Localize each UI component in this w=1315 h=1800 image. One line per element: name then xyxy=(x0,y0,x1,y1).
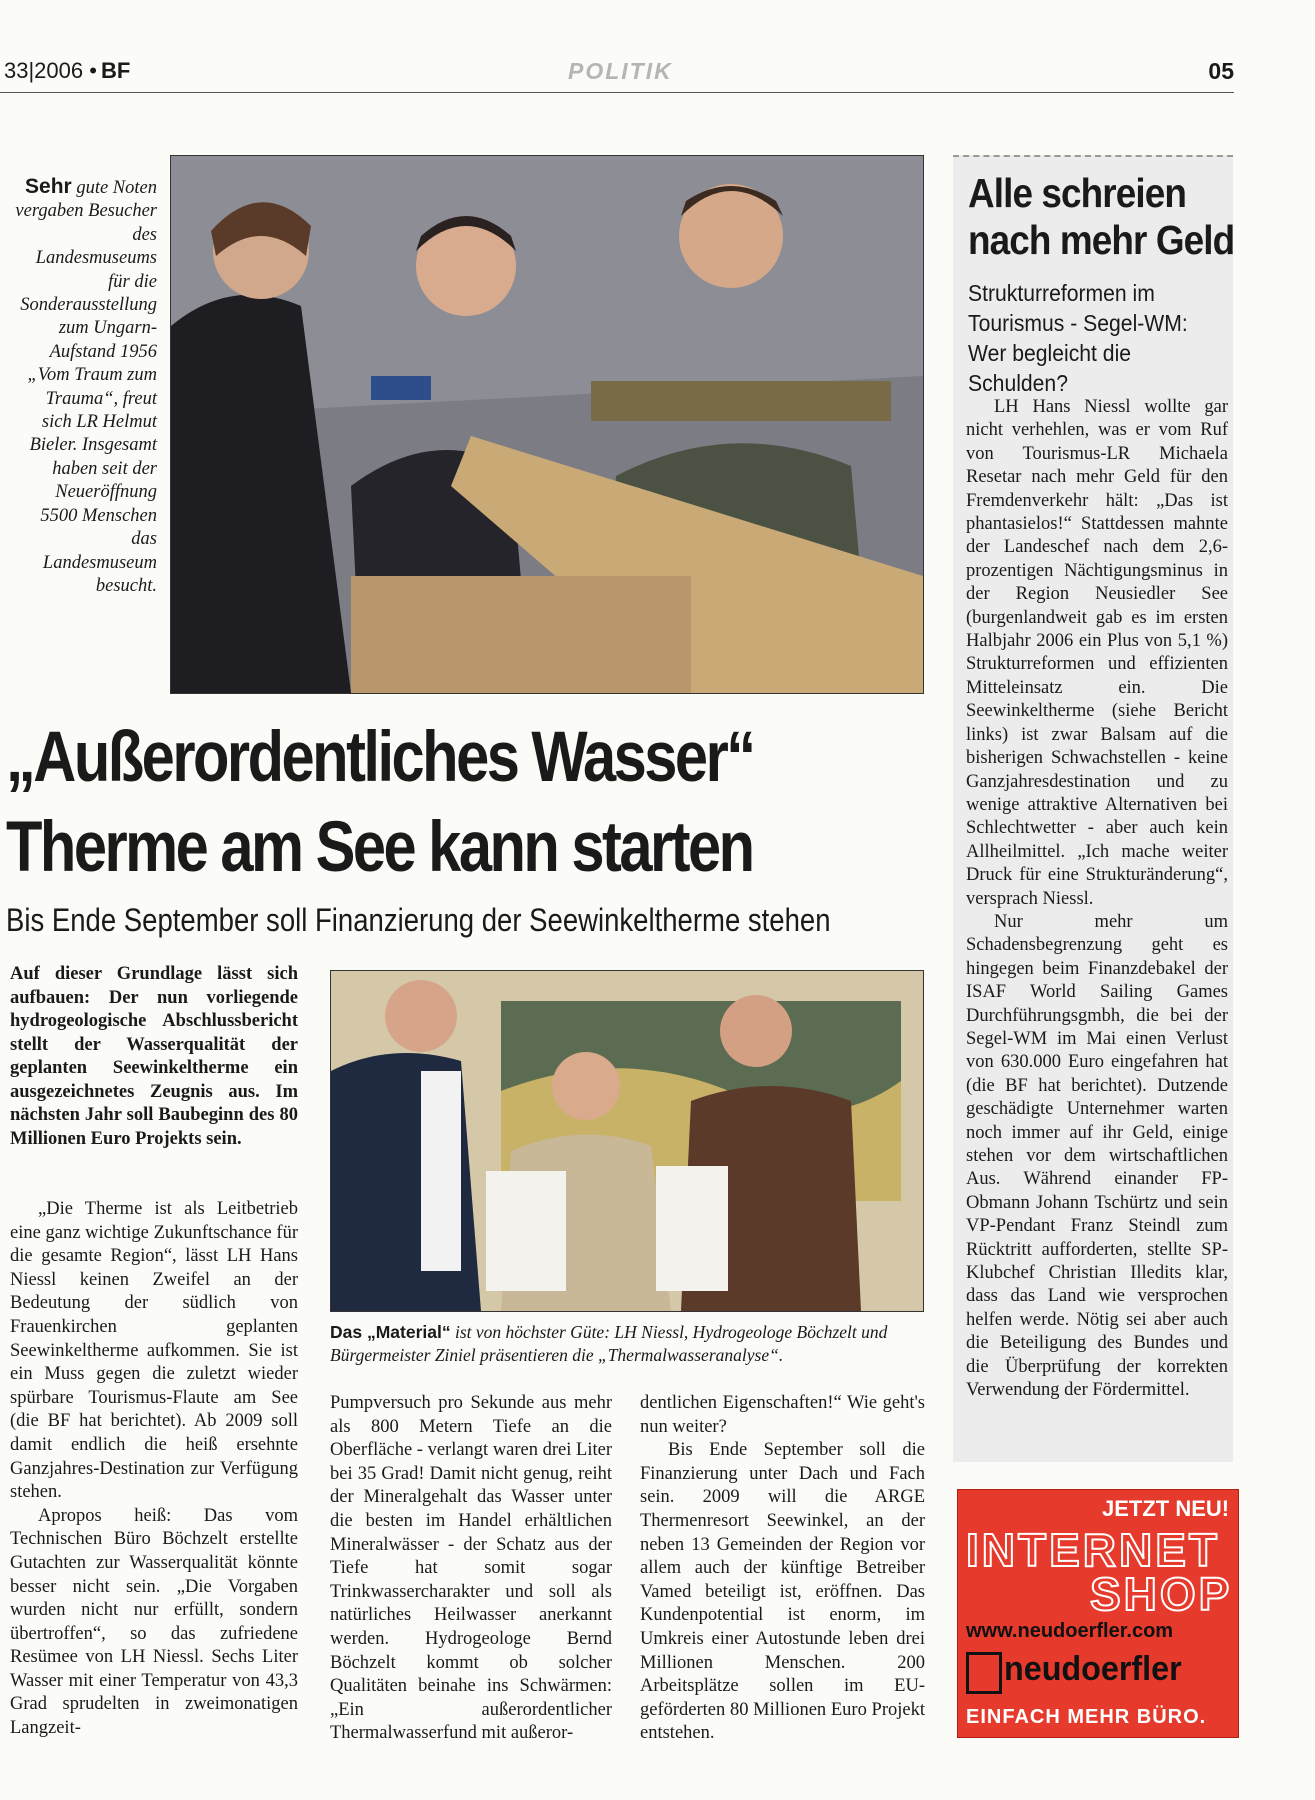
paragraph: „Die Therme ist als Leitbetrieb eine ganz wichtige Zukunftschance für die gesamte Region“, lässt LH Hans Niessl keinen Zweifel an der Bedeutung der südlich von Frauenkirchen geplanten Seewinkeltherme aufkommen. Sie ist ein Muss gegen die zuletzt wieder spürbare Tourismus-Flaute am See (die BF hat berichtet). Ab 2009 soll damit endlich die heiß ersehnte Ganzjahres-Destination zur Verfügung stehen. xyxy=(10,1199,298,1503)
ad-slogan: EINFACH MEHR BÜRO. xyxy=(966,1706,1207,1728)
page-number: 05 xyxy=(1208,58,1234,84)
paragraph: LH Hans Niessl wollte gar nicht verhehlen, was er vom Ruf von Tourismus-LR Michaela Resetar nach mehr Geld für den Fremdenverkehr hält: „Das ist phantasielos!“ Stattdessen mahnte der Landeschef nach dem 2,6-prozentigen Nächtigungsminus in der Region Neusiedler See (burgenlandweit gab es im ersten Halbjahr 2006 ein Plus von 5,1 %) Strukturreformen und effizienten Mitteleinsatz ein. Die Seewinkeltherme (siehe Bericht links) ist zwar Balsam auf die bisherigen Schwachstellen - keine Ganzjahresdestination und zu wenige attraktive Alternativen bei Schlechtwetter - aber auch kein Allheilmittel. „Ich mache weiter Druck für eine Strukturänderung“, versprach Niessl. xyxy=(966,397,1228,909)
ad-shop-text: SHOP xyxy=(1090,1568,1233,1620)
issue-number: 33|2006 • BF xyxy=(4,58,131,83)
photo-three-men-documents xyxy=(330,970,924,1312)
paragraph: dentlichen Eigenschaften!“ Wie geht's nun weiter? xyxy=(640,1393,925,1437)
ad-url-link[interactable]: www.neudoerfler.com xyxy=(966,1620,1174,1642)
ad-internet-text: INTERNET xyxy=(966,1524,1220,1576)
photo2-caption xyxy=(330,1321,930,1367)
header-divider xyxy=(0,92,1234,93)
ad-new-label: JETZT NEU! xyxy=(1102,1496,1230,1521)
paragraph: Nur mehr um Schadensbegrenzung geht es hingegen beim Finanzdebakel der ISAF World Sailing Games Durchführungsgmbh, die bei der Segel-WM im Mai einen Verlust von 630.000 Euro eingefahren hat (die BF hat berichtet). Dutzende geschädigte Unternehmer warten noch immer auf ihr Geld, einige stehen vor dem wirtschaftlichen Aus. Während einander FP-Obmann Johann Tschürtz und sein VP-Pendant Franz Steindl zum Rücktritt aufforderten, stellte SP-Klubchef Christian Illedits klar, dass das Land wie versprochen helfen werde. Nötig sei aber auch die Beteiligung des Bundes und die Überprüfung der korrekten Verwendung der Fördermittel. xyxy=(966,911,1228,1401)
caption-text: ist von höchster Güte: LH Niessl, Hydrogeologe Böchzelt und Bürgermeister Ziniel präsentieren die „Thermalwasseranalyse“. xyxy=(330,1322,888,1365)
caption-lead: Das „Material“ xyxy=(330,1322,451,1342)
sidebar-title: Alle schreien nach mehr Geld xyxy=(968,170,1235,263)
article-column-1 xyxy=(10,1198,298,1741)
article-column-2: Pumpversuch pro Sekunde aus mehr als 800 Metern Tiefe an die Oberfläche - verlangt waren drei Liter bei 35 Grad! Damit nicht genug, reiht der Mineralgehalt das Wasser unter die besten im Handel erhältlichen Mineralwässer - der Schatz aus der Tiefe hat somit sogar Trinkwassercharakter und soll als natürliches Heilwasser anerkannt werden. Hydrogeologe Bernd Böchzelt kommt ob solcher Qualitäten beinahe ins Schwärmen: „Ein außerordentlicher Thermalwasserfund mit außeror- xyxy=(330,1393,612,1744)
sidebar-body xyxy=(966,396,1228,1402)
headline-line2: Therme am See kann starten xyxy=(6,808,753,887)
subheadline: Bis Ende September soll Finanzierung der Seewinkeltherme stehen xyxy=(6,902,831,938)
caption-text: gute Noten vergaben Besucher des Landesmuseums für die Sonderausstellung zum Ungarn-Aufstand 1956 „Vom Traum zum Trauma“, freut sich LR Helmut Bieler. Insgesamt haben seit der Neueröffnung 5500 Menschen das Landesmuseum besucht. xyxy=(15,178,157,596)
section-title: POLITIK xyxy=(568,58,673,84)
headline-line1: „Außerordentliches Wasser“ xyxy=(6,718,754,797)
sidebar-subtitle: Strukturreformen im Tourismus - Segel-WM: Wer begleicht die Schulden? xyxy=(968,280,1188,396)
paragraph: Apropos heiß: Das vom Technischen Büro Böchzelt erstellte Gutachten zur Wasserqualität könnte besser nicht sein. „Die Vorgaben wurden nicht nur erfüllt, sondern übertroffen“, so das zufriedene Resümee von LH Niessl. Sechs Liter Wasser mit einer Temperatur von 43,3 Grad sprudelten in zweimonatigen Langzeit- xyxy=(10,1505,298,1739)
ad-logo-text: neudoerfler xyxy=(1004,1650,1182,1688)
paragraph: Bis Ende September soll die Finanzierung unter Dach und Fach sein. 2009 will die ARGE Thermenresort Seewinkel, an der neben 13 Gemeinden der Region vor allem auch der künftige Betreiber Vamed beteiligt ist, eröffnen. Das Kundenpotential ist enorm, im Umkreis einer Autostunde leben drei Millionen Menschen. 200 Arbeitsplätze sollen im EU-geförderten 80 Millionen Euro Projekt entstehen. xyxy=(640,1440,925,1744)
caption-lead: Sehr xyxy=(25,175,72,198)
lead-paragraph: Auf dieser Grundlage lässt sich aufbauen: Der nun vorliegende hydrogeologische Abschlussbericht stellt der Wasserqualität der geplanten Seewinkeltherme ein ausgezeichnetes Zeugnis aus. Im nächsten Jahr soll Baubeginn des 80 Millionen Euro Projekts sein. xyxy=(10,964,298,1149)
brand-logo: BF xyxy=(100,58,131,83)
neudoerfler-logo-icon xyxy=(966,1652,1002,1694)
photo-three-men-drill xyxy=(170,155,924,694)
article-column-3 xyxy=(640,1392,925,1746)
photo1-caption xyxy=(15,175,157,598)
